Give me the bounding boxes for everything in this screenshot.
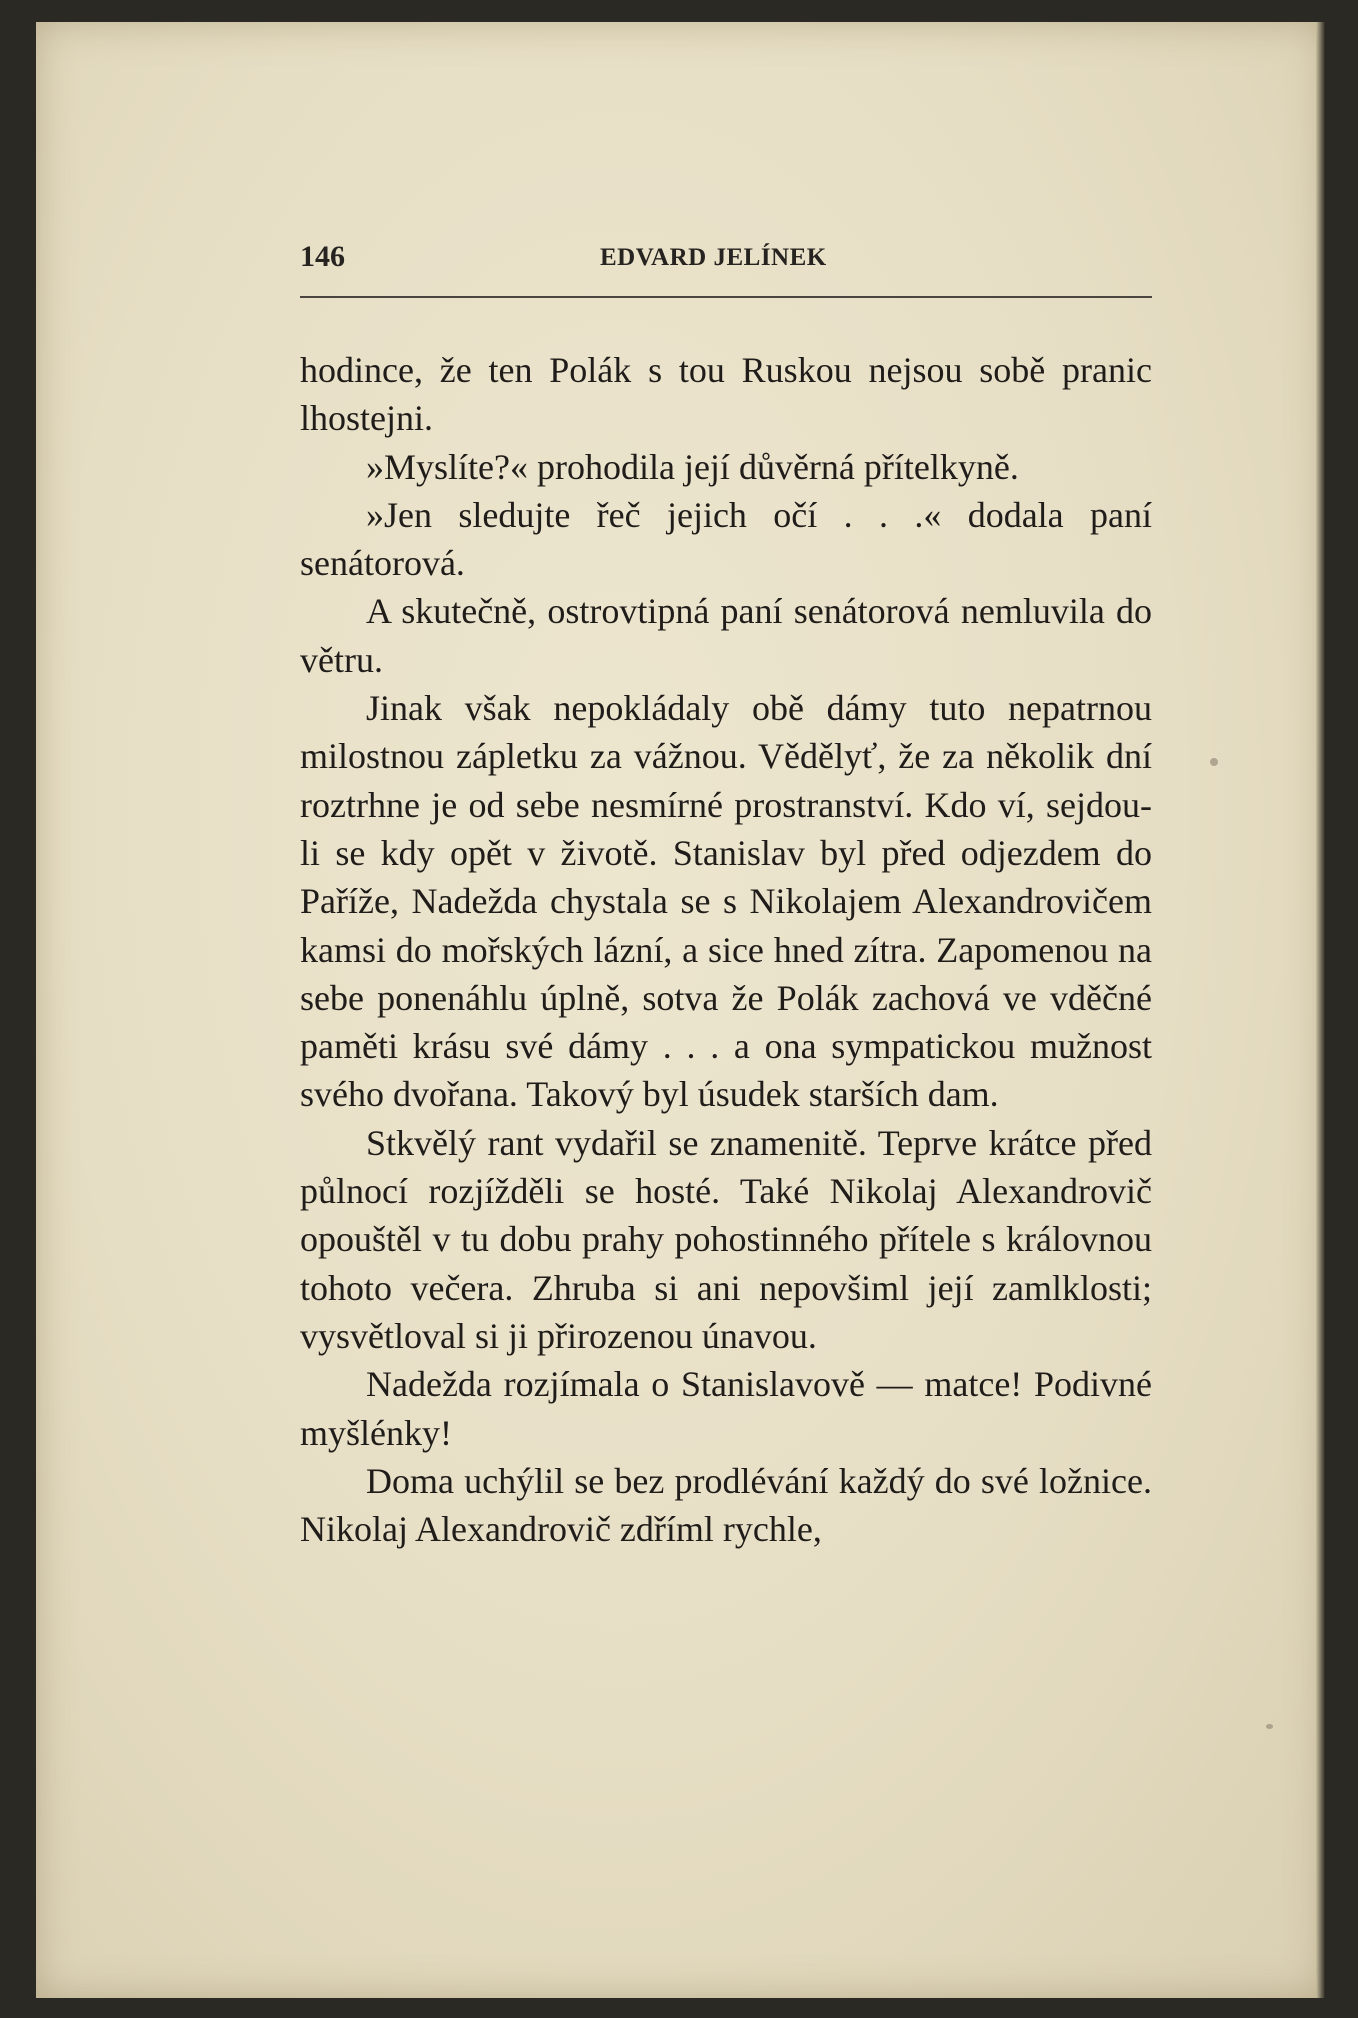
running-title: EDVARD JELÍNEK [600, 244, 827, 271]
body-text [300, 346, 1152, 1553]
paragraph: »Myslíte?« prohodila její důvěrná přítelkyně. [366, 446, 1019, 487]
paragraph: hodince, že ten Polák s tou Ruskou nejsou sobě pranic lhostejni. [300, 350, 1152, 439]
paragraph: Doma uchýlil se bez prodlévání každý do své ložnice. Nikolaj Alexandrovič zdříml rychle, [300, 1460, 1152, 1550]
paragraph: A skutečně, ostrovtipná paní senátorová nemluvila do větru. [300, 591, 1152, 680]
header-rule [300, 296, 1152, 298]
page-header [300, 240, 1152, 280]
paragraph: Jinak však nepokládaly obě dámy tuto nepatrnou milostnou zápletku za vážnou. Vědělyť, že za několik dní roztrhne je od sebe nesmírné prostranství. Kdo ví, sejdou-li se kdy opět v životě. Stanislav byl před odjezdem do Paříže, Nadežda chystala se s Nikolajem Alexandrovičem kamsi do mořských lázní, a sice hned zítra. Zapomenou na sebe ponenáhlu úplně, sotva že Polák zachová ve vděčné paměti krásu své dámy . . . a ona sympatickou mužnost svého dvořana. Takový byl úsudek starších dam. [300, 688, 1152, 1115]
page-number: 146 [300, 240, 345, 273]
book-spine-edge [1316, 22, 1326, 1998]
paper-speck [1210, 758, 1218, 766]
paper-speck [1266, 1724, 1273, 1729]
paragraph: Stkvělý rant vydařil se znamenitě. Teprve krátce před půlnocí rozjížděli se hosté. Také Nikolaj Alexandrovič opouštěl v tu dobu prahy pohostinného přítele s královnou tohoto večera. Zhruba si ani nepovšiml její zamlklosti; vysvětloval si ji přirozenou únavou. [300, 1122, 1152, 1356]
paragraph: »Jen sledujte řeč jejich očí . . .« dodala paní senátorová. [300, 494, 1152, 584]
paragraph: Nadežda rozjímala o Stanislavově — matce! Podivné myšlénky! [300, 1364, 1152, 1453]
